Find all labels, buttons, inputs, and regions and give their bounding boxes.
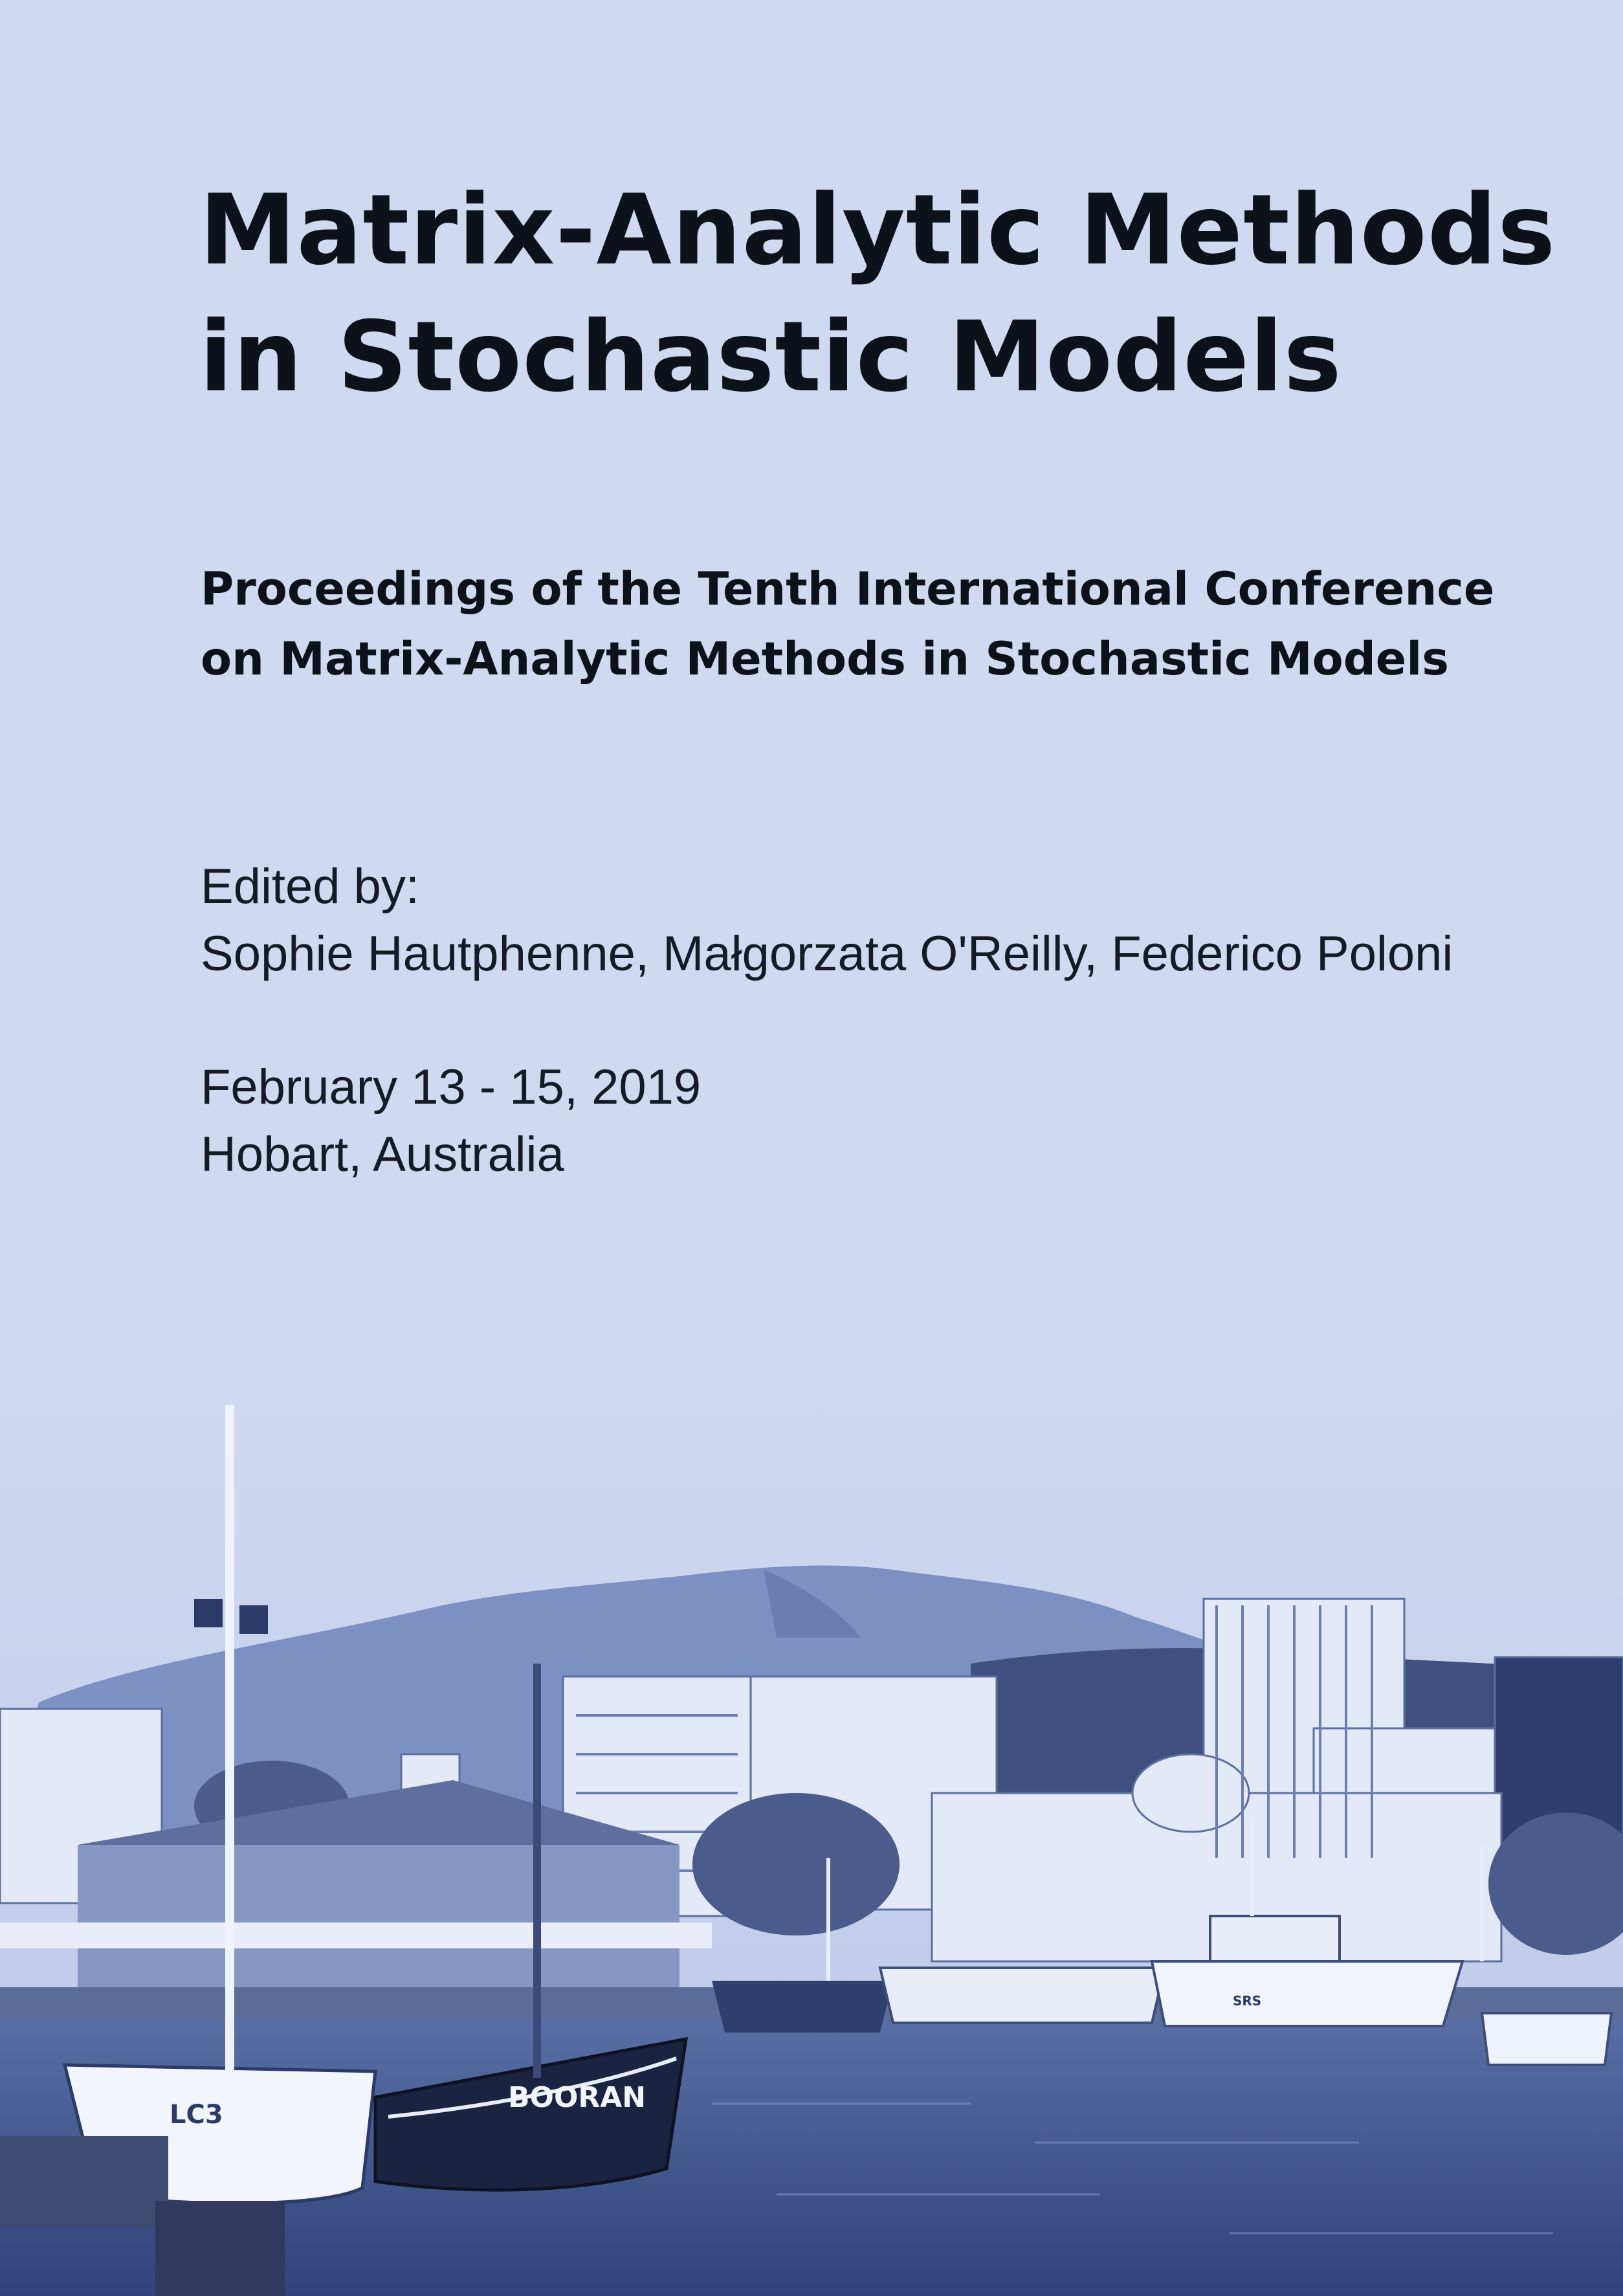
cover-title [199, 167, 1556, 421]
editors-block [201, 853, 1453, 988]
mast-lamp [194, 1599, 223, 1627]
harbour-photo [0, 1392, 1623, 2296]
pavilion [78, 1845, 679, 1987]
event-dates: February 13 - 15, 2019 [201, 1060, 701, 1115]
boat-name-lc3: LC3 [170, 2100, 223, 2130]
cover-subtitle [201, 554, 1494, 694]
event-location: Hobart, Australia [201, 1127, 564, 1182]
mast-lamp [239, 1605, 268, 1634]
boat-name-booran: BOORAN [508, 2081, 646, 2114]
event-block [201, 1054, 701, 1188]
jetty [0, 2136, 168, 2227]
edited-by-label: Edited by: [201, 859, 419, 914]
editor-names: Sophie Hautphenne, Małgorzata O'Reilly, Federico Poloni [201, 926, 1453, 981]
subtitle-line-1: Proceedings of the Tenth International Conference [201, 563, 1495, 616]
boat-name-srs: SRS [1233, 1993, 1262, 2009]
awning [0, 1923, 712, 1948]
title-line-2: in Stochastic Models [199, 301, 1342, 414]
title-line-1: Matrix-Analytic Methods [199, 174, 1556, 287]
subtitle-line-2: on Matrix-Analytic Methods in Stochastic Models [201, 632, 1449, 685]
jetty-step [155, 2201, 285, 2296]
